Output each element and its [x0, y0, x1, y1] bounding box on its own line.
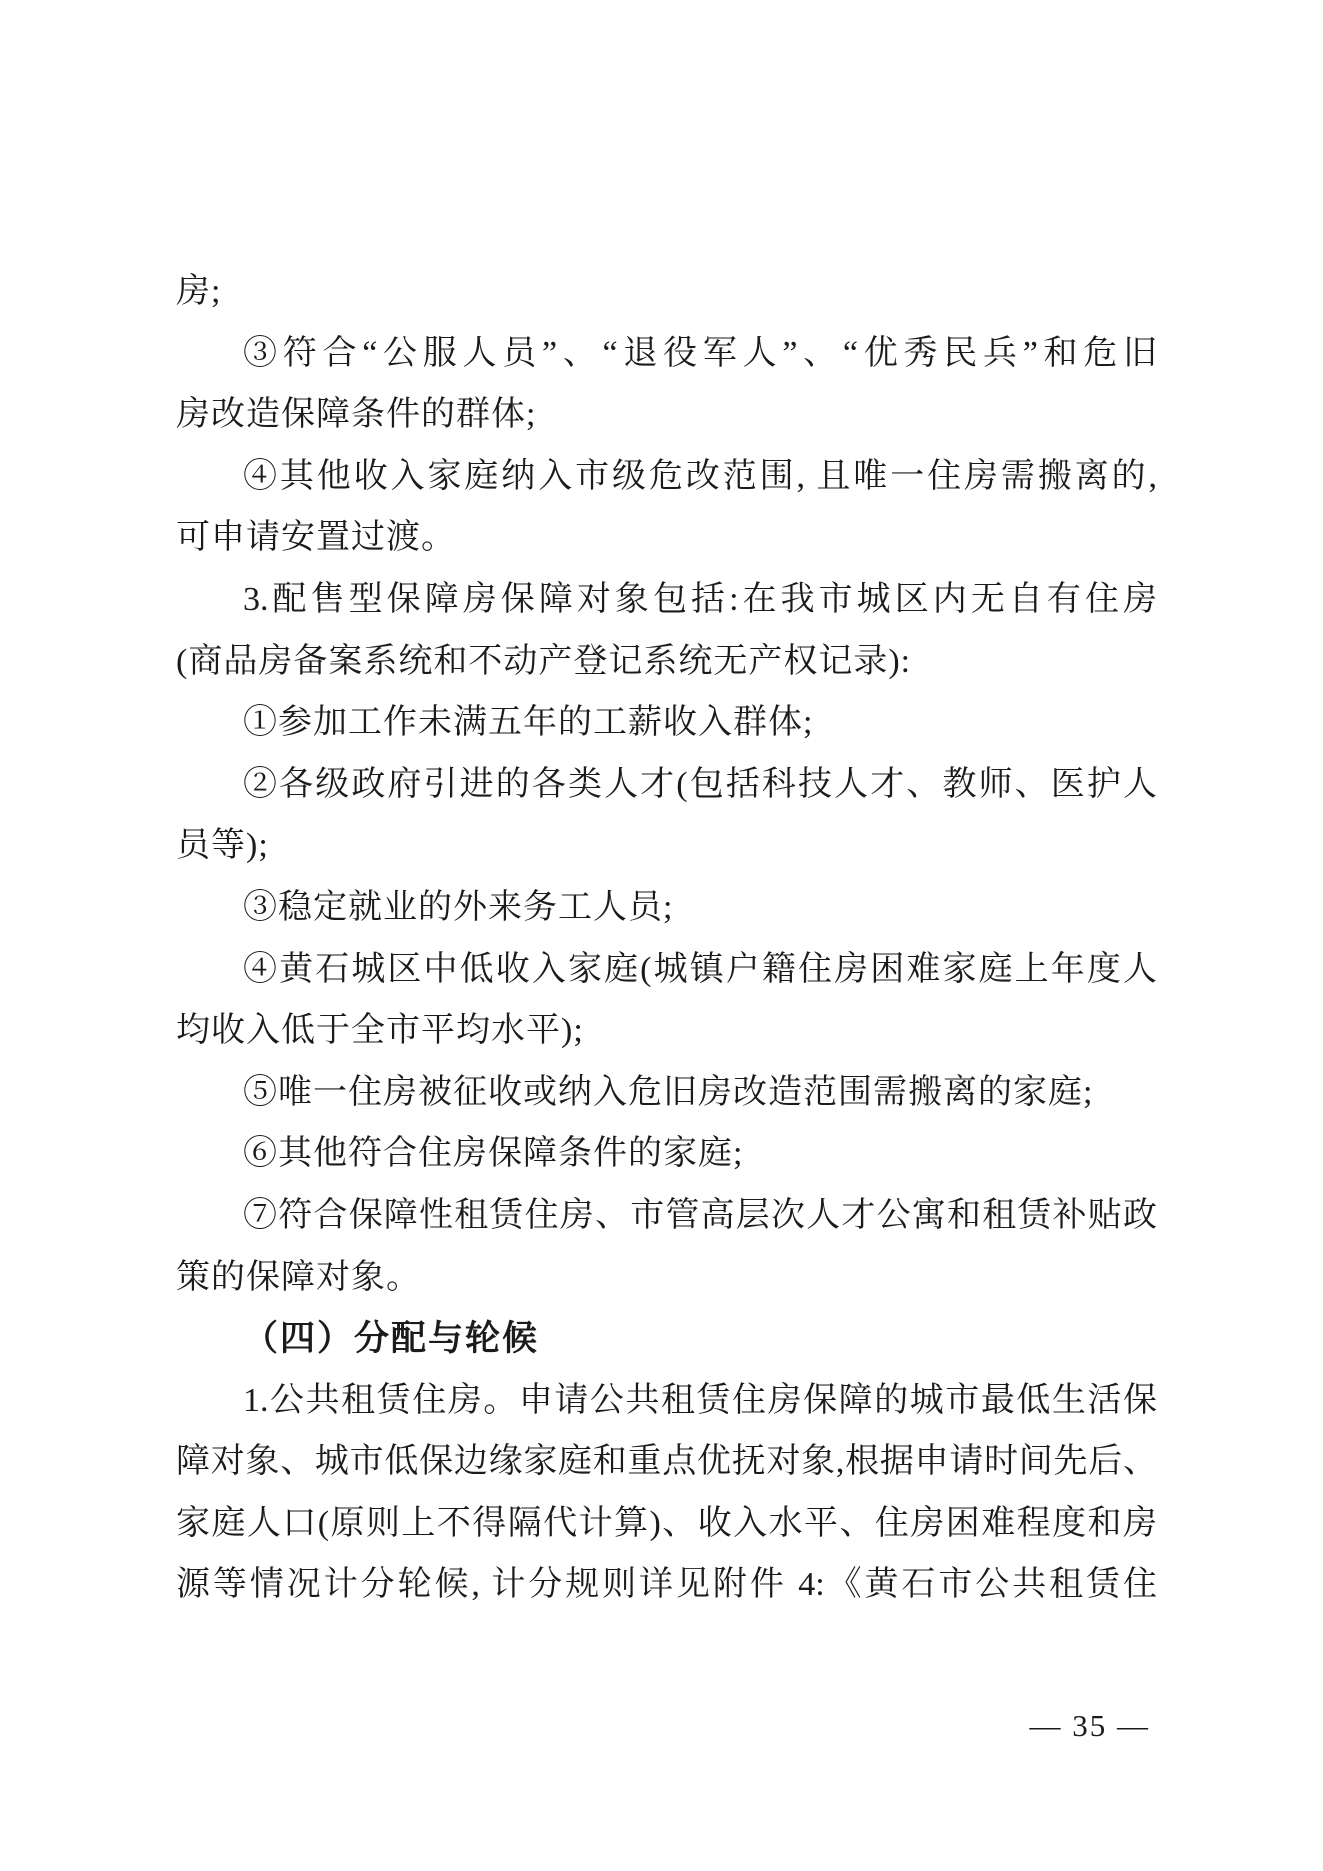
text-line: ⑦符合保障性租赁住房、市管高层次人才公寓和租赁补贴政: [243, 1196, 1157, 1234]
text-line: ⑤唯一住房被征收或纳入危旧房改造范围需搬离的家庭;: [243, 1073, 1094, 1111]
text-line: 3.配售型保障房保障对象包括:在我市城区内无自有住房: [243, 580, 1157, 618]
text-line: ④黄石城区中低收入家庭(城镇户籍住房困难家庭上年度人: [243, 950, 1157, 988]
text-line: ①参加工作未满五年的工薪收入群体;: [243, 704, 814, 742]
page-number: — 35 —: [1029, 1708, 1150, 1743]
text-line: 员等);: [176, 827, 269, 865]
text-line: (商品房备案系统和不动产登记系统无产权记录):: [176, 642, 912, 680]
text-line: 策的保障对象。: [176, 1258, 421, 1296]
text-line: 可申请安置过渡。: [176, 519, 456, 557]
text-line: 房改造保障条件的群体;: [176, 396, 537, 434]
text-line: 房;: [176, 273, 222, 310]
text-line: ③符合“公服人员”、“退役军人”、“优秀民兵”和危旧: [243, 334, 1157, 372]
text-line: 源等情况计分轮候, 计分规则详见附件 4:《黄石市公共租赁住: [176, 1566, 1157, 1604]
text-line: 障对象、城市低保边缘家庭和重点优抚对象,根据申请时间先后、: [176, 1443, 1157, 1481]
section-heading: （四）分配与轮候: [243, 1319, 540, 1359]
text-line: 家庭人口(原则上不得隔代计算)、收入水平、住房困难程度和房: [176, 1504, 1157, 1542]
text-line: 均收入低于全市平均水平);: [176, 1012, 584, 1050]
text-line: ④其他收入家庭纳入市级危改范围, 且唯一住房需搬离的,: [243, 457, 1157, 495]
text-line: ②各级政府引进的各类人才(包括科技人才、教师、医护人: [243, 765, 1157, 803]
text-line: ⑥其他符合住房保障条件的家庭;: [243, 1135, 744, 1173]
document-text-block: [176, 261, 1157, 1616]
text-line: 1.公共租赁住房。申请公共租赁住房保障的城市最低生活保: [243, 1381, 1157, 1419]
text-line: ③稳定就业的外来务工人员;: [243, 888, 674, 926]
